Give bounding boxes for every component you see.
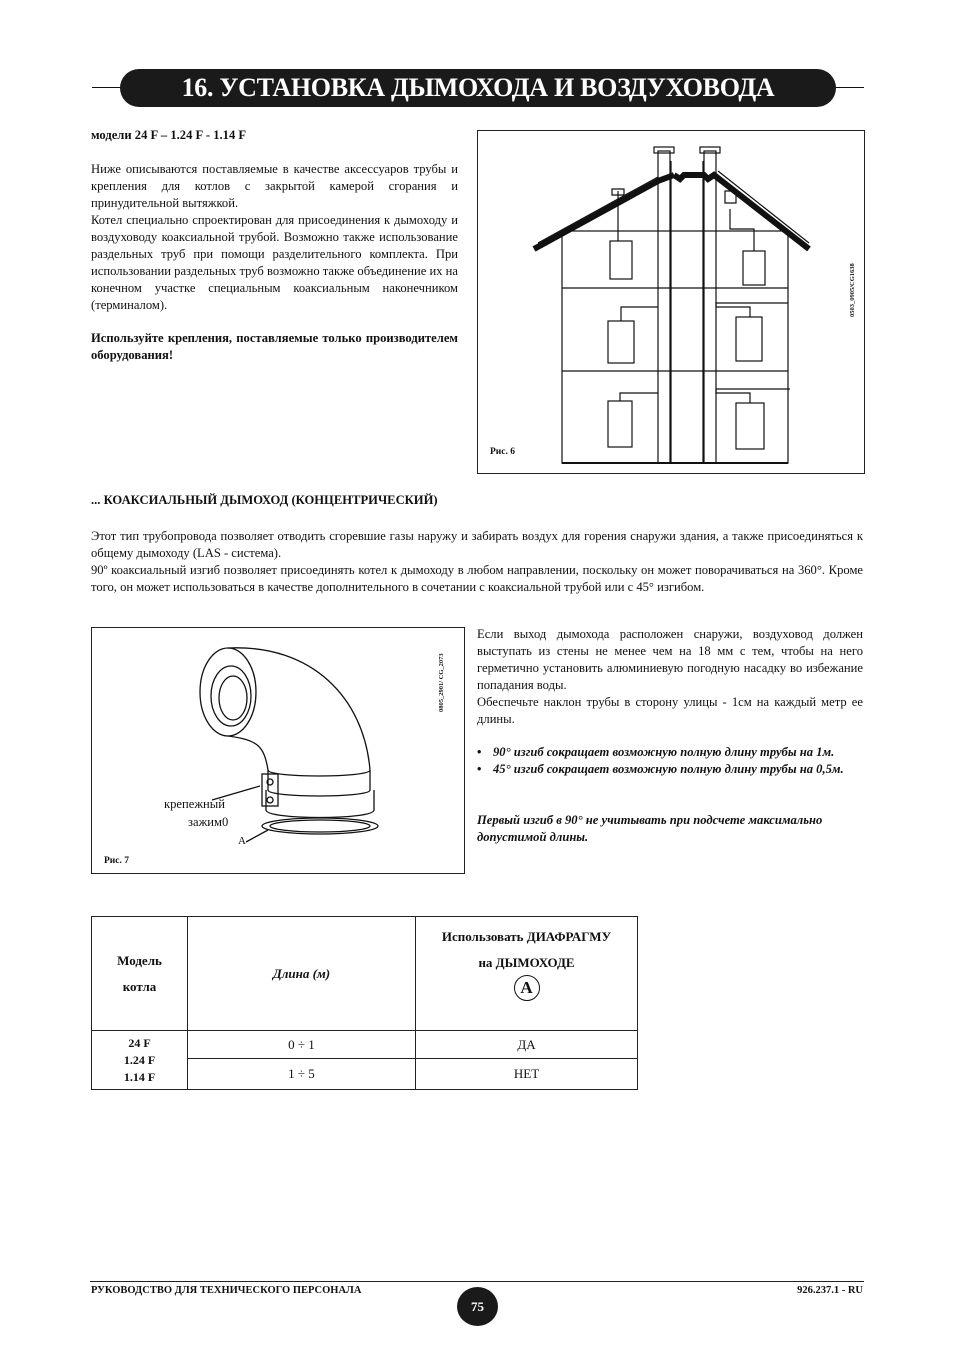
- figure-6: [477, 130, 865, 474]
- coaxial-paragraph-1: Этот тип трубопровода позволяет отводить сгоревшие газы наружу и забирать воздух для горения снаружи здания, а также присоединяться к общему дымоходу (LAS - система).: [91, 529, 863, 560]
- warning-text: [91, 330, 458, 364]
- footer-rule: [90, 1281, 864, 1282]
- footer-left: РУКОВОДСТВО ДЛЯ ТЕХНИЧЕСКОГО ПЕРСОНАЛА: [91, 1285, 362, 1296]
- clamp-label-1: крепежный: [164, 797, 225, 811]
- figure-7-label: Рис. 7: [104, 856, 129, 866]
- header-model: [92, 917, 188, 1031]
- header-diaphragm-line-2: на ДЫМОХОДЕ: [478, 955, 575, 970]
- coaxial-elbow-diagram: [92, 628, 464, 873]
- bullet-item: • 45° изгиб сокращает возможную полную длину трубы на 0,5м.: [477, 761, 863, 778]
- length-cell: 0 ÷ 1: [188, 1031, 416, 1059]
- bullet-item: • 90° изгиб сокращает возможную полную длину трубы на 1м.: [477, 744, 863, 761]
- header-diaphragm: [416, 917, 638, 1031]
- bend-note: Первый изгиб в 90° не учитывать при подсчете максимально допустимой длины.: [477, 813, 823, 844]
- figure-7-code: 0805_2901/ CG_2073: [438, 653, 445, 712]
- header-model-line-2: котла: [122, 978, 157, 994]
- header-length: Длина (м): [188, 917, 416, 1031]
- models-heading: модели 24 F – 1.24 F - 1.14 F: [91, 128, 247, 142]
- length-cell: 1 ÷ 5: [188, 1059, 416, 1090]
- model-cell: [92, 1031, 188, 1090]
- figure-6-code: 0503_0905/CG1638: [849, 263, 856, 317]
- right-paragraph-1: Если выход дымохода расположен снаружи, воздуховод должен выступать из стены не менее чем на 18 мм с тем, чтобы на него герметично установить алюминиевую погодную насадку во избежание попадания воды.: [477, 627, 863, 692]
- diaphragm-a-symbol: A: [514, 975, 540, 1001]
- header-model-line-1: Модель: [117, 952, 162, 968]
- coaxial-heading: ... КОАКСИАЛЬНЫЙ ДЫМОХОД (КОНЦЕНТРИЧЕСКИЙ): [91, 493, 438, 507]
- intro-paragraph-2: Котел специально спроектирован для присоединения к дымоходу и воздуховоду коаксиальной трубой. Возможно также использование раздельных труб при помощи разделительного комплекта. При использовании раздельных труб возможно также объединение их на конечном участке специальным коаксиальным наконечником (терминалом).: [91, 213, 458, 312]
- right-paragraph-2: Обеспечьте наклон трубы в сторону улицы - 1см на каждый метр ее длины.: [477, 695, 863, 726]
- bend-bullets: [477, 744, 863, 778]
- building-flue-diagram: [478, 131, 864, 473]
- clamp-label-2: зажим0: [188, 815, 229, 829]
- figure-6-label: Рис. 6: [490, 447, 515, 457]
- model-name: 1.24 F: [123, 1052, 156, 1067]
- diaphragm-table: [91, 916, 638, 1090]
- page-title: 16. УСТАНОВКА ДЫМОХОДА И ВОЗДУХОВОДА: [120, 69, 836, 107]
- coaxial-paragraph-2: 90º коаксиальный изгиб позволяет присоединять котел к дымоходу в любом направлении, поскольку он может поворачиваться на 360°. Кроме того, он может использоваться в качестве дополнительного в сочетании с коаксиальной трубой или с 45° изгибом.: [91, 563, 863, 594]
- warning-text-content: Используйте крепления, поставляемые только производителем оборудования!: [91, 331, 458, 362]
- header-diaphragm-line-1: Использовать ДИАФРАГМУ: [441, 929, 612, 944]
- footer-right: 926.237.1 - RU: [797, 1285, 863, 1296]
- intro-paragraph-1: Ниже описываются поставляемые в качестве аксессуаров трубы и крепления для котлов с закрытой камерой сгорания и принудительной вытяжкой.: [91, 162, 458, 210]
- diaphragm-cell: НЕТ: [416, 1059, 638, 1090]
- model-name: 1.14 F: [123, 1069, 156, 1084]
- page-number: 75: [457, 1287, 498, 1326]
- diaphragm-cell: ДА: [416, 1031, 638, 1059]
- model-name: 24 F: [128, 1035, 151, 1050]
- part-a-label: A: [238, 835, 246, 847]
- figure-7: [91, 627, 465, 874]
